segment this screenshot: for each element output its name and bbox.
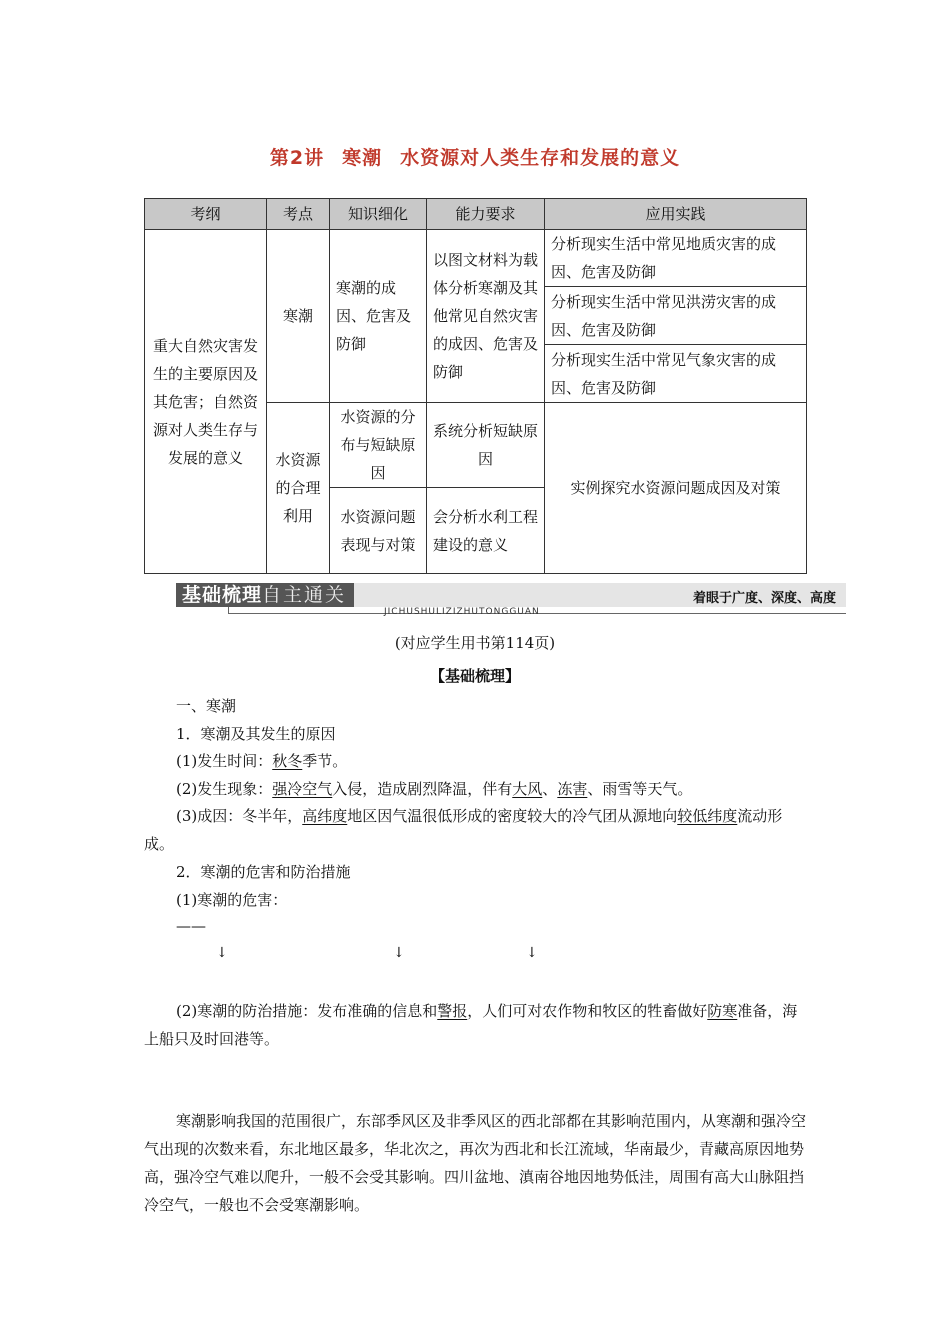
- answer-low-latitude: 较低纬度: [677, 807, 738, 825]
- harm-dash: ——: [176, 917, 206, 935]
- table-row: [145, 230, 807, 287]
- point-cold-wave: 寒潮: [267, 230, 330, 403]
- heading-cold-wave: 一、寒潮: [176, 697, 237, 715]
- harm-label: (1)寒潮的危害：: [176, 891, 288, 909]
- practice-geologic: 分析现实生活中常见地质灾害的成因、危害及防御: [545, 230, 807, 287]
- down-arrow-icon: ↓: [526, 945, 538, 961]
- header-detail: 知识细化: [330, 199, 427, 230]
- page-reference: (对应学生用书第114页): [394, 634, 556, 652]
- prevention-paragraph: (2)寒潮的防治措施：发布准确的信息和警报，人们可对农作物和牧区的牲畜做好防寒准备，海上船只及时回港等。: [144, 1002, 798, 1048]
- heading-harm: 2．寒潮的危害和防治措施: [176, 863, 351, 881]
- time-line: (1)发生时间：秋冬季节。: [176, 752, 348, 770]
- banner-slogan: 着眼于广度、深度、高度: [692, 591, 836, 606]
- banner-bold-text: 基础梳理: [182, 584, 263, 606]
- outline-cell: 重大自然灾害发生的主要原因及其危害；自然资源对人类生存与发展的意义: [145, 230, 267, 574]
- answer-frost: 冻害: [557, 780, 588, 798]
- page-title: [0, 143, 950, 170]
- cause-paragraph: (3)成因：冬半年，高纬度地区因气温很低形成的密度较大的冷气团从源地向较低纬度流动形成。: [144, 807, 783, 853]
- title-topic-1: 寒潮: [342, 147, 383, 169]
- header-outline: 考纲: [145, 199, 267, 230]
- table-header-row: [145, 199, 807, 230]
- header-practice: 应用实践: [545, 199, 807, 230]
- practice-water: 实例探究水资源问题成因及对策: [545, 403, 807, 574]
- phenomenon-line: (2)发生现象：强冷空气入侵，造成剧烈降温，伴有大风、冻害、雨雪等天气。: [176, 780, 693, 798]
- header-point: 考点: [267, 199, 330, 230]
- answer-season: 秋冬: [272, 752, 303, 770]
- title-lecture: 第2讲: [269, 147, 325, 169]
- answer-high-latitude: 高纬度: [302, 807, 348, 825]
- down-arrow-icon: ↓: [393, 945, 405, 961]
- section-heading: 【基础梳理】: [429, 667, 520, 685]
- answer-cold-proof: 防寒: [707, 1002, 738, 1020]
- detail-cold-wave: 寒潮的成因、危害及防御: [330, 230, 427, 403]
- title-topic-2: 水资源对人类生存和发展的意义: [400, 147, 681, 169]
- point-water: 水资源的合理利用: [267, 403, 330, 574]
- info-paragraph: 寒潮影响我国的范围很广，东部季风区及非季风区的西北部都在其影响范围内，从寒潮和强冷空气出现的次数来看，东北地区最多，华北次之，再次为西北和长江流域，华南最少，青藏高原因地势高，强冷空气难以爬升，一般不会受其影响。四川盆地、滇南谷地因地势低洼，周围有高大山脉阻挡冷空气，一般也不会受寒潮影响。: [144, 1112, 807, 1214]
- heading-cause: 1．寒潮及其发生的原因: [176, 725, 336, 743]
- ability-water-project: 会分析水利工程建设的意义: [427, 488, 545, 574]
- down-arrow-icon: ↓: [216, 945, 228, 961]
- answer-wind: 大风: [512, 780, 543, 798]
- section-banner: [146, 583, 846, 619]
- practice-flood: 分析现实生活中常见洪涝灾害的成因、危害及防御: [545, 287, 807, 345]
- practice-weather: 分析现实生活中常见气象灾害的成因、危害及防御: [545, 345, 807, 403]
- ability-cold-wave: 以图文材料为载体分析寒潮及其他常见自然灾害的成因、危害及防御: [427, 230, 545, 403]
- detail-water-problems: 水资源问题表现与对策: [330, 488, 427, 574]
- banner-tag: [176, 583, 354, 607]
- ability-water-shortage: 系统分析短缺原因: [427, 403, 545, 488]
- banner-light-text: 自主通关: [262, 584, 347, 606]
- answer-warning: 警报: [437, 1002, 468, 1020]
- banner-pinyin: JICHUSHULIZIZHUTONGGUAN: [384, 607, 540, 617]
- syllabus-table: [144, 198, 807, 574]
- detail-water-distribution: 水资源的分布与短缺原因: [330, 403, 427, 488]
- answer-cold-air: 强冷空气: [272, 780, 333, 798]
- header-ability: 能力要求: [427, 199, 545, 230]
